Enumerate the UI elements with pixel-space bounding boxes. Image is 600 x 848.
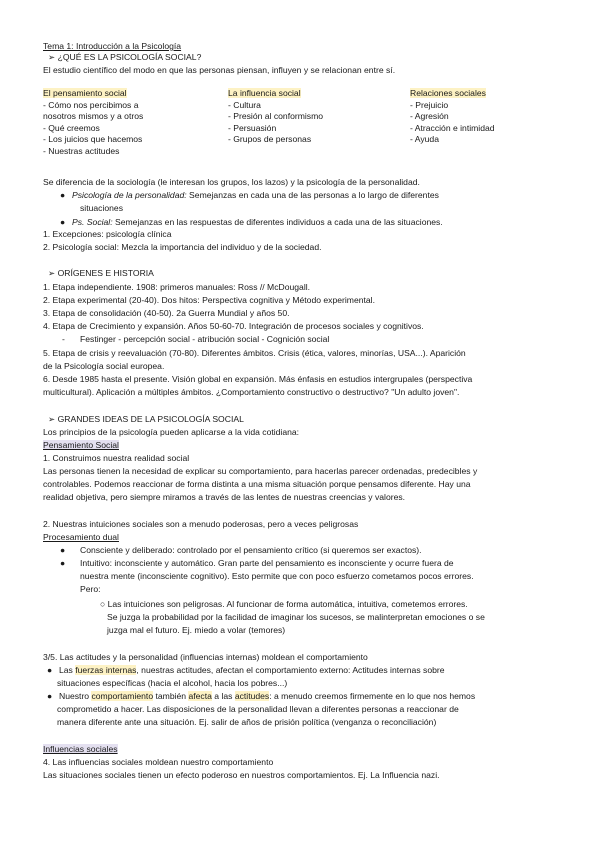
history-item-3: 3. Etapa de consolidación (40-50). 2a Guerra Mundial y años 50. [43,308,290,318]
history-item-6-cont: multicultural). Aplicación a múltiples ámbitos. ¿Comportamiento constructivo o destructivo? "Un adulto joven". [43,387,460,397]
numbered-item-1: 1. Excepciones: psicología clínica [43,229,172,239]
list-item: - Los juicios que hacemos [43,134,143,145]
sub-text: Festinger - percepción social - atribución social - Cognición social [80,334,330,344]
bullet-text: Semejanzas en cada una de las personas a lo largo de diferentes [186,190,439,200]
column-heading: Relaciones sociales [410,88,486,98]
text: Las [59,665,76,675]
history-item-4-sub [62,334,329,345]
list-item: - Agresión [410,111,449,122]
bullet-icon: ● [47,691,53,701]
list-item: - Cultura [228,99,261,110]
label-pensamiento-social [43,440,119,451]
text: , nuestras actitudes, afectan el comportamiento externo: Actitudes internas sobre [136,665,445,675]
idea-2-subtitle: Procesamiento dual [43,532,119,542]
highlight: actitudes [234,691,270,701]
idea-2-title: 2. Nuestras intuiciones sociales son a menudo poderosas, pero a veces peligrosas [43,519,359,529]
doc-title: Tema 1: Introducción a la Psicología [43,41,182,51]
bullet-personalidad-cont: situaciones [80,203,123,213]
list-item: - Presión al conformismo [228,111,324,122]
idea-3-bullet-1 [47,665,445,676]
bullet-icon: ● [60,217,66,227]
bullet-label: Ps. Social: [72,217,113,227]
list-item: - Ayuda [410,134,439,145]
bullet-icon: ● [47,665,53,675]
history-item-2: 2. Etapa experimental (20-40). Dos hitos: Perspectiva cognitiva y Método experimental. [43,295,375,305]
list-item: - Prejuicio [410,99,449,110]
idea-4-text: Las situaciones sociales tienen un efecto poderoso en nuestros comportamientos. Ej. La Influencia nazi. [43,770,440,780]
bullet-text: Semejanzas en las respuestas de diferentes individuos a cada una de las situaciones. [112,217,443,227]
bullet-icon: ● [60,190,66,200]
definition-text: El estudio científico del modo en que las personas piensan, influyen y se relacionan entre sí. [43,65,396,75]
idea-4-title: 4. Las influencias sociales moldean nuestro comportamiento [43,757,274,767]
list-item: - Cómo nos percibimos a [43,99,139,110]
bullet-icon: ● [60,558,66,568]
label-influencias-sociales [43,744,118,755]
highlight: fuerzas internas [75,665,137,675]
section-heading-origenes: ➢ ORÍGENES E HISTORIA [48,268,154,278]
idea-1-text: realidad objetiva, pero siempre miramos a través de las lentes de nuestras creencias y valores. [43,492,406,502]
label-text: Influencias sociales [43,744,118,754]
history-item-4: 4. Etapa de Crecimiento y expansión. Años 50-60-70. Integración de procesos sociales y cognitivos. [43,321,424,331]
bullet-text: Consciente y deliberado: controlado por el pensamiento crítico (si queremos ser exactos). [80,545,422,555]
idea-1-title: 1. Construimos nuestra realidad social [43,453,190,463]
column-heading: El pensamiento social [43,88,127,98]
list-item: - Grupos de personas [228,134,312,145]
idea-2-sub-bullet-cont: Se juzga la probabilidad por la facilidad de imaginar los sucesos, se malinterpretan emociones o se [107,612,485,622]
column-relaciones-sociales [410,88,495,146]
idea-1-text: Las personas tienen la necesidad de explicar su comportamiento, para hacerlas parecer ordenadas, predecibles y [43,466,478,476]
bullet-text: Intuitivo: inconsciente y automático. Gran parte del pensamiento es inconsciente y ocurre fuera de [80,558,454,568]
list-item: nosotros mismos y a otros [43,111,144,122]
list-item: - Persuasión [228,122,277,133]
idea-2-sub-bullet-cont: juzga mal el futuro. Ej. miedo a volar (temores) [107,625,286,635]
idea-2-bullet-2 [60,558,454,569]
highlight: comportamiento [91,691,154,701]
section-heading-grandes-ideas: ➢ GRANDES IDEAS DE LA PSICOLOGÍA SOCIAL [48,414,244,424]
grandes-ideas-intro: Los principios de la psicología pueden aplicarse a la vida cotidiana: [43,427,300,437]
idea-2-bullet-2-cont: nuestra mente (inconsciente cognitivo). Esto permite que con poco esfuerzo cometamos pocos errores. [80,571,474,581]
history-item-6: 6. Desde 1985 hasta el presente. Visión global en expansión. Más énfasis en estudios intergrupales (perspectiva [43,374,473,384]
list-item: - Qué creemos [43,122,100,133]
text: Nuestro [59,691,92,701]
idea-3-bullet-2-cont: manera diferente ante una situación. Ej. salir de años de prisión política (venganza o reconciliación) [57,717,437,727]
bullet-personalidad [60,190,439,201]
history-item-5: 5. Etapa de crisis y reevaluación (70-80). Diferentes ámbitos. Crisis (ética, valores, minorías, USA...). Aparición [43,348,466,358]
idea-1-text: controlables. Podemos reaccionar de forma distinta a una misma situación porque pensamos diferente. Hay una [43,479,471,489]
idea-3-title: 3/5. Las actitudes y la personalidad (influencias internas) moldean el comportamiento [43,652,368,662]
idea-2-bullet-2-cont: Pero: [80,584,101,594]
history-item-1: 1. Etapa independiente. 1908: primeros manuales: Ross // McDougall. [43,282,311,292]
column-pensamiento-social [43,88,143,158]
text: a las [211,691,235,701]
column-heading: La influencia social [228,88,301,98]
text: también [153,691,189,701]
idea-2-bullet-1 [60,545,422,556]
label-text: Pensamiento Social [43,440,119,450]
idea-3-bullet-1-cont: situaciones específicas (hacia el alcohol, hacia los pobres...) [57,678,288,688]
bullet-ps-social [60,217,443,228]
history-item-5-cont: de la Psicología social europea. [43,361,165,371]
dash-icon: - [62,334,65,344]
column-influencia-social [228,88,323,146]
idea-3-bullet-2 [47,691,475,702]
section-heading-que-es: ➢ ¿QUÉ ES LA PSICOLOGÍA SOCIAL? [48,52,202,62]
idea-3-bullet-2-cont: comprometido a hacer. Las disposiciones de la personalidad llevan a diferentes personas a reaccionar de [57,704,459,714]
list-item: - Nuestras actitudes [43,145,120,156]
bullet-label: Psicología de la personalidad: [72,190,187,200]
text: : a menudo creemos firmemente en lo que nos hemos [269,691,476,701]
idea-2-sub-bullet: ○ Las intuiciones son peligrosas. Al funcionar de forma automática, intuitiva, cometemos errores. [100,599,468,609]
list-item: - Atracción e intimidad [410,122,495,133]
numbered-item-2: 2. Psicología social: Mezcla la importancia del individuo y de la sociedad. [43,242,322,252]
highlight: afecta [188,691,212,701]
difference-line: Se diferencia de la sociología (le interesan los grupos, los lazos) y la psicología de la personalidad. [43,177,420,187]
bullet-icon: ● [60,545,66,555]
